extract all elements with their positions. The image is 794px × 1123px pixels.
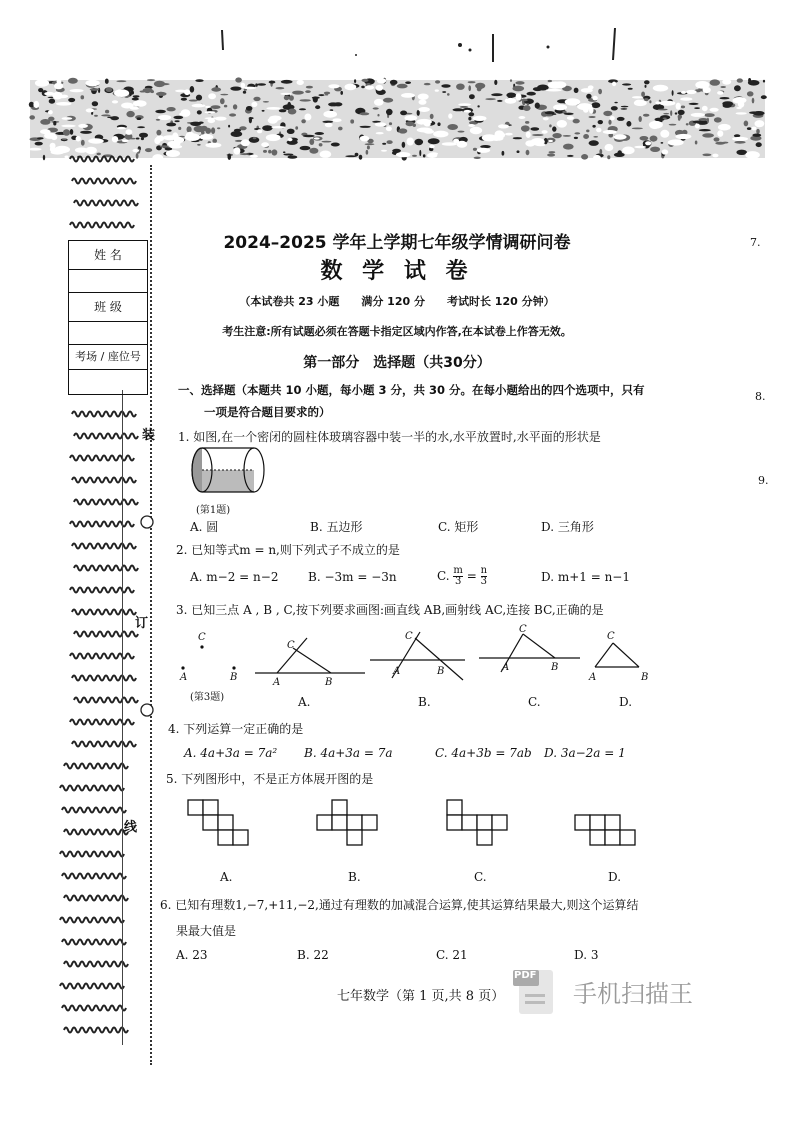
svg-text:B: B (437, 666, 445, 677)
q3-point-b-label: B (230, 672, 238, 683)
q3-point-a-label: A (180, 672, 188, 683)
q6-option-b[interactable]: B. 22 (297, 948, 329, 962)
q6-stem: 6. 已知有理数1,−7,+11,−2,通过有理数的加减混合运算,使其运算结果最大,则这个运算结 (160, 898, 639, 912)
q3-option-b[interactable]: B. (418, 695, 431, 709)
q1-option-b[interactable]: B. 五边形 (310, 520, 363, 534)
q5-option-a[interactable]: A. (220, 870, 233, 884)
right-margin-number: 8. (755, 390, 766, 403)
exam-info: （本试卷共 23 小题 满分 120 分 考试时长 120 分钟） (239, 295, 555, 308)
scan-marks (0, 20, 794, 70)
q6-option-c[interactable]: C. 21 (436, 948, 468, 962)
cylinder-figure (188, 442, 268, 500)
fraction-n-over-3: $\frac{n}{3}$ (480, 565, 488, 587)
q5-option-b[interactable]: B. (348, 870, 361, 884)
q1-stem: 1. 如图,在一个密闭的圆柱体玻璃容器中装一半的水,水平放置时,水平面的形状是 (178, 430, 601, 444)
scanner-watermark: 手机扫描王 (573, 980, 693, 1008)
q2-option-c-label: C. (437, 569, 450, 583)
class-label: 班 级 (69, 293, 147, 322)
q1-option-d[interactable]: D. 三角形 (541, 520, 594, 534)
scan-noise-band (30, 80, 765, 158)
pdf-badge-label: PDF (514, 970, 537, 981)
q4-stem: 4. 下列运算一定正确的是 (168, 722, 304, 736)
exam-notice (0, 323, 794, 339)
svg-text:A: A (273, 677, 281, 688)
q6-stem-line2: 果最大值是 (176, 924, 237, 938)
q4-option-b[interactable]: B. 4a+3a = 7a (304, 746, 393, 760)
q3-option-c[interactable]: C. (528, 695, 541, 709)
svg-text:A: A (502, 662, 510, 673)
q4-option-a[interactable]: A. 4a+3a = 7a² (184, 746, 278, 760)
q1-caption: (第1题) (196, 505, 231, 516)
q5-stem: 5. 下列图形中，不是正方体展开图的是 (166, 772, 374, 786)
binding-mark-ding: 订 (135, 616, 149, 631)
section-title: 第一部分 选择题（共30分） (303, 355, 491, 371)
name-label: 姓 名 (69, 241, 147, 270)
binding-mark-xian: 线 (124, 820, 138, 835)
svg-text:B: B (325, 677, 333, 688)
svg-text:C: C (607, 631, 615, 642)
margin-border-line (122, 390, 124, 1045)
section-intro-line1: 一、选择题（本题共 10 小题，每小题 3 分，共 30 分。在每小题给出的四个选项中，只有 (178, 383, 645, 397)
q3-point-c-label: C (198, 632, 206, 643)
q4-option-c[interactable]: C. 4a+3b = 7ab (435, 746, 532, 760)
binding-circle-icon (139, 514, 155, 530)
q3-option-a[interactable]: A. (298, 695, 311, 709)
q3-caption: (第3题) (190, 692, 225, 703)
seat-label: 考场 / 座位号 (69, 345, 147, 370)
q3-option-d[interactable]: D. (619, 695, 633, 709)
q3-stem: 3. 已知三点 A , B , C,按下列要求画图:画直线 AB,画射线 AC,连接 BC,正确的是 (176, 603, 604, 617)
q3-option-figures (255, 624, 665, 690)
exam-subject: 数 学 试 卷 (320, 259, 474, 284)
q4-option-d[interactable]: D. 3a−2a = 1 (544, 746, 626, 760)
q5-option-c[interactable]: C. (474, 870, 487, 884)
q2-stem: 2. 已知等式m = n,则下列式子不成立的是 (176, 543, 400, 557)
q2-option-d[interactable]: D. m+1 = n−1 (541, 570, 630, 584)
seat-field[interactable] (69, 370, 147, 392)
notice-text: 所有试题必须在答题卡指定区域内作答,在本试卷上作答无效。 (270, 325, 572, 338)
exam-title: 2024–2025 学年上学期七年级学情调研问卷 (223, 233, 571, 253)
q3-points-figure (176, 640, 246, 680)
q2-option-a[interactable]: A. m−2 = n−2 (190, 570, 279, 584)
right-margin-number: 9. (758, 474, 769, 487)
svg-text:B: B (551, 662, 559, 673)
svg-text:B: B (641, 672, 649, 683)
q2-option-c[interactable]: C. $\frac{m}{3}$ = $\frac{n}{3}$ (437, 565, 488, 587)
q6-option-a[interactable]: A. 23 (176, 948, 208, 962)
fraction-m-over-3: $\frac{m}{3}$ (453, 565, 463, 587)
q1-option-a[interactable]: A. 圆 (190, 520, 219, 534)
q6-option-d[interactable]: D. 3 (574, 948, 599, 962)
svg-text:C: C (519, 624, 527, 635)
binding-mark-zhuang: 装 (142, 428, 156, 443)
svg-text:A: A (393, 666, 401, 677)
notice-label: 考生注意: (222, 325, 271, 338)
cube-nets-figure (185, 798, 650, 858)
svg-text:C: C (287, 640, 295, 651)
q5-option-d[interactable]: D. (608, 870, 622, 884)
binding-circle-icon (139, 702, 155, 718)
q2-option-b[interactable]: B. −3m = −3n (308, 570, 397, 584)
section-intro-line2: 一项是符合题目要求的） (204, 405, 331, 419)
page-footer: 七年数学（第 1 页,共 8 页） (337, 989, 505, 1004)
svg-text:A: A (589, 672, 597, 683)
q1-option-c[interactable]: C. 矩形 (438, 520, 479, 534)
svg-text:C: C (405, 631, 413, 642)
right-margin-number: 7. (750, 236, 761, 249)
